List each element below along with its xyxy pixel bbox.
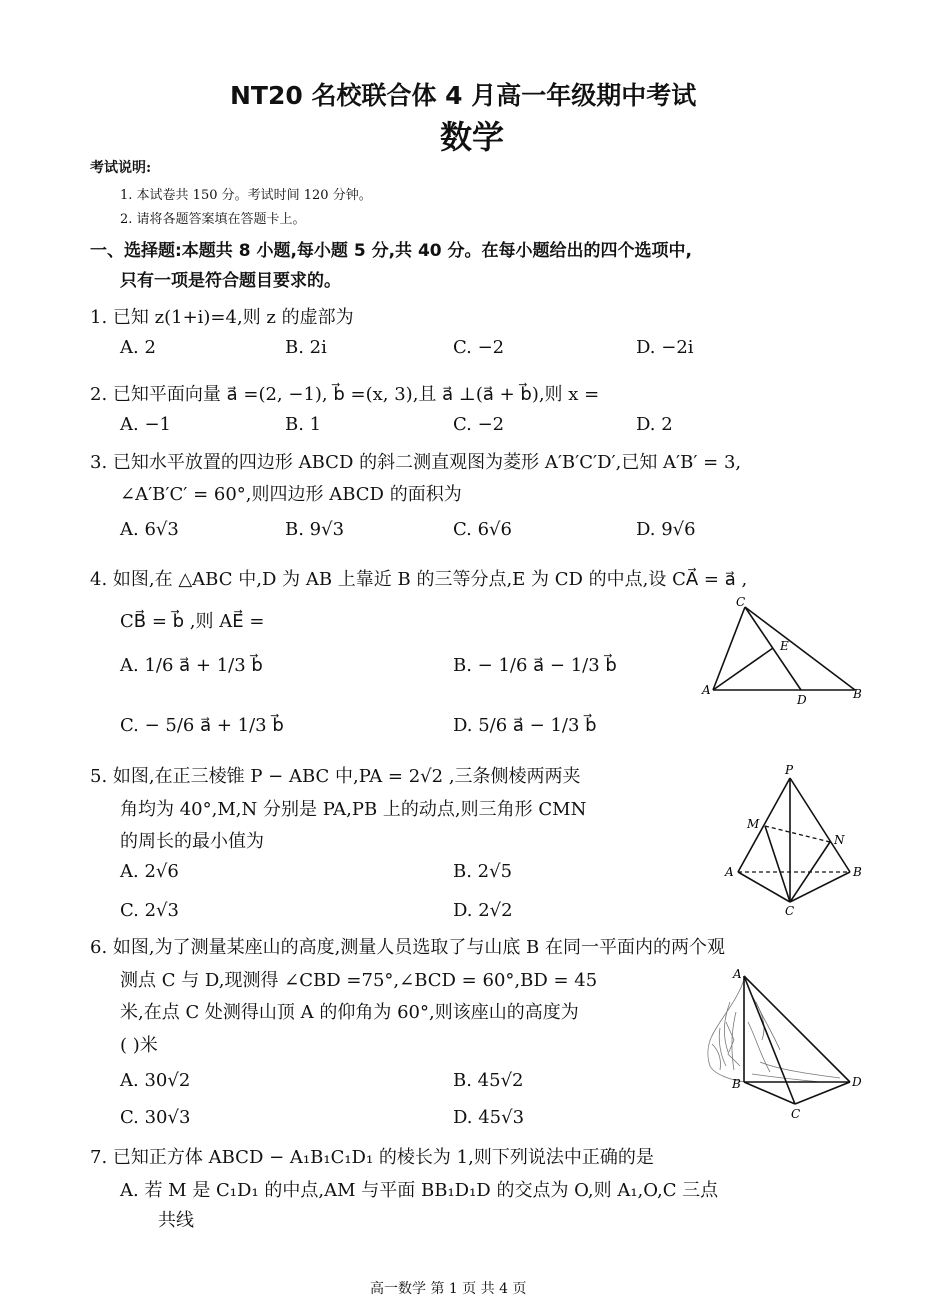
segment-cd	[795, 1082, 850, 1104]
question-5-option-d: D. 2√2	[453, 900, 513, 921]
mountain-figure	[700, 962, 870, 1122]
question-5-option-b: B. 2√5	[453, 861, 513, 882]
exam-title: NT20 名校联合体 4 月高一年级期中考试	[230, 81, 697, 110]
question-6-stem-cont: 测点 C 与 D,现测得 ∠CBD =75°,∠BCD = 60°,BD = 45	[120, 970, 598, 991]
label-n: N	[834, 833, 845, 847]
question-3-option-a: A. 6√3	[120, 519, 179, 540]
question-1-stem: 1. 已知 z(1+i)=4,则 z 的虚部为	[90, 307, 354, 328]
question-1-option-a: A. 2	[120, 337, 156, 358]
question-6-stem-cont: ( )米	[120, 1035, 158, 1056]
question-7-stem: 7. 已知正方体 ABCD − A₁B₁C₁D₁ 的棱长为 1,则下列说法中正确的是	[90, 1147, 654, 1168]
edge-bc	[790, 872, 850, 902]
question-5-option-a: A. 2√6	[120, 861, 179, 882]
label-b: B	[853, 687, 862, 701]
edge-ac	[713, 607, 745, 690]
question-7-option-a-cont: 共线	[158, 1210, 194, 1231]
question-4-stem: 4. 如图,在 △ABC 中,D 为 AB 上靠近 B 的三等分点,E 为 CD 的中点,设 CA⃗ = a⃗ ,	[90, 569, 748, 590]
label-e: E	[780, 639, 789, 653]
segment-ae	[713, 648, 773, 690]
label-m: M	[747, 817, 760, 831]
question-4-stem-cont: CB⃗ = b⃗ ,则 AE⃗ =	[120, 611, 265, 632]
label-a: A	[733, 967, 742, 981]
segment-ad	[744, 976, 850, 1082]
label-b: B	[853, 865, 862, 879]
question-6-stem: 6. 如图,为了测量某座山的高度,测量人员选取了与山底 B 在同一平面内的两个观	[90, 937, 726, 958]
section-heading-cont: 只有一项是符合题目要求的。	[120, 271, 341, 291]
question-4-option-b: B. − 1/6 a⃗ − 1/3 b⃗	[453, 655, 617, 676]
question-1-option-b: B. 2i	[285, 337, 327, 358]
question-3-option-d: D. 9√6	[636, 519, 696, 540]
question-2-option-a: A. −1	[120, 414, 171, 435]
page-footer: 高一数学 第 1 页 共 4 页	[370, 1281, 527, 1297]
label-p: P	[785, 763, 794, 777]
question-6-stem-cont: 米,在点 C 处测得山顶 A 的仰角为 60°,则该座山的高度为	[120, 1002, 579, 1023]
label-d: D	[852, 1075, 862, 1089]
question-4-option-d: D. 5/6 a⃗ − 1/3 b⃗	[453, 715, 597, 736]
question-2-option-c: C. −2	[453, 414, 505, 435]
question-7-option-a: A. 若 M 是 C₁D₁ 的中点,AM 与平面 BB₁D₁D 的交点为 O,则 A₁,O,C 三点	[120, 1180, 719, 1201]
mountain-sketch	[708, 980, 840, 1082]
question-5-stem-cont: 角均为 40°,M,N 分别是 PA,PB 上的动点,则三角形 CMN	[120, 799, 587, 820]
question-3-option-c: C. 6√6	[453, 519, 512, 540]
section-heading: 一、选择题:本题共 8 小题,每小题 5 分,共 40 分。在每小题给出的四个选项中,	[90, 241, 692, 261]
label-c: C	[791, 1107, 801, 1121]
label-c: C	[736, 595, 746, 609]
question-5-stem: 5. 如图,在正三棱锥 P − ABC 中,PA = 2√2 ,三条侧棱两两夹	[90, 766, 581, 787]
question-5-stem-cont: 的周长的最小值为	[120, 831, 264, 852]
question-3-stem: 3. 已知水平放置的四边形 ABCD 的斜二测直观图为菱形 A′B′C′D′,已知 A′B′ = 3,	[90, 452, 742, 473]
question-4-option-a: A. 1/6 a⃗ + 1/3 b⃗	[120, 655, 263, 676]
label-a: A	[725, 865, 734, 879]
question-6-option-c: C. 30√3	[120, 1107, 191, 1128]
instruction-item: 1. 本试卷共 150 分。考试时间 120 分钟。	[120, 188, 372, 203]
question-1-option-d: D. −2i	[636, 337, 694, 358]
label-c: C	[785, 904, 795, 918]
triangle-figure	[700, 592, 870, 710]
pyramid-figure	[720, 760, 870, 918]
label-d: D	[797, 693, 807, 707]
edge-cb	[745, 607, 855, 690]
question-6-option-b: B. 45√2	[453, 1070, 524, 1091]
question-2-option-d: D. 2	[636, 414, 673, 435]
instruction-item: 2. 请将各题答案填在答题卡上。	[120, 212, 306, 227]
instructions-heading: 考试说明:	[90, 160, 152, 176]
question-3-option-b: B. 9√3	[285, 519, 345, 540]
question-2-option-b: B. 1	[285, 414, 322, 435]
question-5-option-c: C. 2√3	[120, 900, 179, 921]
segment-mn-hidden	[765, 826, 830, 842]
label-a: A	[702, 683, 711, 697]
question-1-option-c: C. −2	[453, 337, 505, 358]
question-3-stem-cont: ∠A′B′C′ = 60°,则四边形 ABCD 的面积为	[120, 484, 462, 505]
question-4-option-c: C. − 5/6 a⃗ + 1/3 b⃗	[120, 715, 284, 736]
question-2-stem: 2. 已知平面向量 a⃗ =(2, −1), b⃗ =(x, 3),且 a⃗ ⊥(a⃗ + b⃗),则 x =	[90, 384, 600, 405]
label-b: B	[732, 1077, 741, 1091]
question-6-option-d: D. 45√3	[453, 1107, 525, 1128]
question-6-option-a: A. 30√2	[120, 1070, 191, 1091]
subject-title: 数学	[440, 118, 505, 156]
edge-pa	[738, 778, 790, 872]
